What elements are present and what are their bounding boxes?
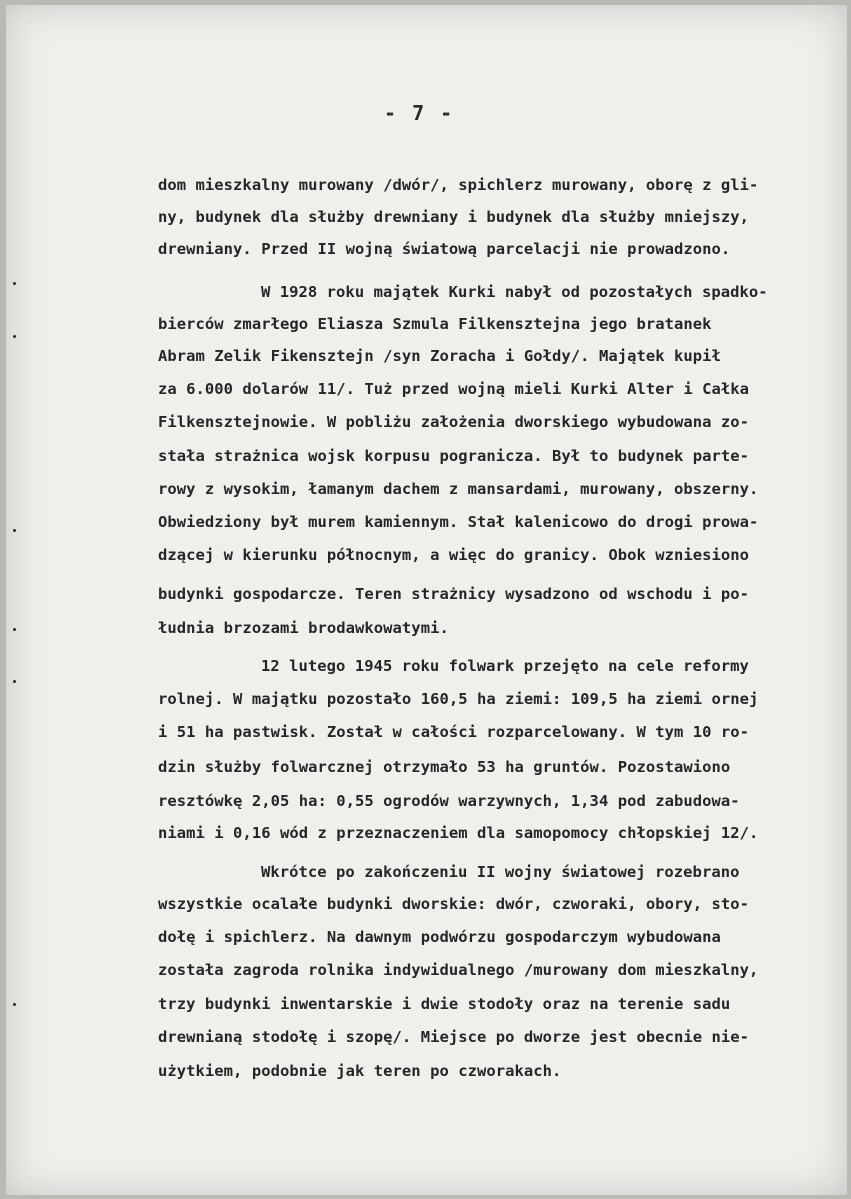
text-line: rowy z wysokim, łamanym dachem z mansardami, murowany, obszerny. [158, 480, 759, 498]
document-page [6, 5, 847, 1195]
text-line: bierców zmarłego Eliasza Szmula Filkensztejna jego bratanek [158, 315, 712, 333]
text-line: i 51 ha pastwisk. Został w całości rozparcelowany. W tym 10 ro- [158, 723, 750, 741]
text-line: 12 lutego 1945 roku folwark przejęto na cele reformy [261, 657, 749, 675]
text-line: niami i 0,16 wód z przeznaczeniem dla samopomocy chłopskiej 12/. [158, 824, 759, 842]
text-line: rolnej. W majątku pozostało 160,5 ha ziemi: 109,5 ha ziemi ornej [158, 690, 759, 708]
margin-mark [13, 335, 16, 338]
text-line: Obwiedziony był murem kamiennym. Stał kalenicowo do drogi prowa- [158, 513, 759, 531]
margin-mark [13, 680, 16, 683]
text-line: trzy budynki inwentarskie i dwie stodoły oraz na terenie sadu [158, 995, 731, 1013]
text-line: ny, budynek dla służby drewniany i budynek dla służby mniejszy, [158, 208, 750, 226]
text-line: drewnianą stodołę i szopę/. Miejsce po dworze jest obecnie nie- [158, 1028, 750, 1046]
text-line: Wkrótce po zakończeniu II wojny światowej rozebrano [261, 863, 740, 881]
margin-mark [13, 628, 16, 631]
text-line: W 1928 roku majątek Kurki nabył od pozostałych spadko- [261, 283, 768, 301]
text-line: za 6.000 dolarów 11/. Tuż przed wojną mieli Kurki Alter i Całka [158, 380, 750, 398]
text-line: łudnia brzozami brodawkowatymi. [158, 619, 449, 637]
text-line: została zagroda rolnika indywidualnego /murowany dom mieszkalny, [158, 961, 759, 979]
text-line: wszystkie ocalałe budynki dworskie: dwór, czworaki, obory, sto- [158, 895, 750, 913]
text-line: Filkensztejnowie. W pobliżu założenia dworskiego wybudowana zo- [158, 413, 750, 431]
text-line: drewniany. Przed II wojną światową parcelacji nie prowadzono. [158, 240, 731, 258]
text-line: budynki gospodarcze. Teren strażnicy wysadzono od wschodu i po- [158, 585, 750, 603]
text-line: stała strażnica wojsk korpusu pogranicza. Był to budynek parte- [158, 447, 750, 465]
margin-mark [13, 282, 16, 285]
text-line: dołę i spichlerz. Na dawnym podwórzu gospodarczym wybudowana [158, 928, 721, 946]
text-line: Abram Zelik Fikensztejn /syn Zoracha i Gołdy/. Majątek kupił [158, 347, 721, 365]
text-line: użytkiem, podobnie jak teren po czworakach. [158, 1062, 562, 1080]
text-line: resztówkę 2,05 ha: 0,55 ogrodów warzywnych, 1,34 pod zabudowa- [158, 792, 740, 810]
margin-mark [13, 529, 16, 532]
text-line: dzącej w kierunku północnym, a więc do granicy. Obok wzniesiono [158, 546, 750, 564]
text-line: dom mieszkalny murowany /dwór/, spichlerz murowany, oborę z gli- [158, 176, 759, 194]
text-line: dzin służby folwarcznej otrzymało 53 ha gruntów. Pozostawiono [158, 758, 731, 776]
page-number: - 7 - [384, 101, 455, 125]
margin-mark [13, 1003, 16, 1006]
